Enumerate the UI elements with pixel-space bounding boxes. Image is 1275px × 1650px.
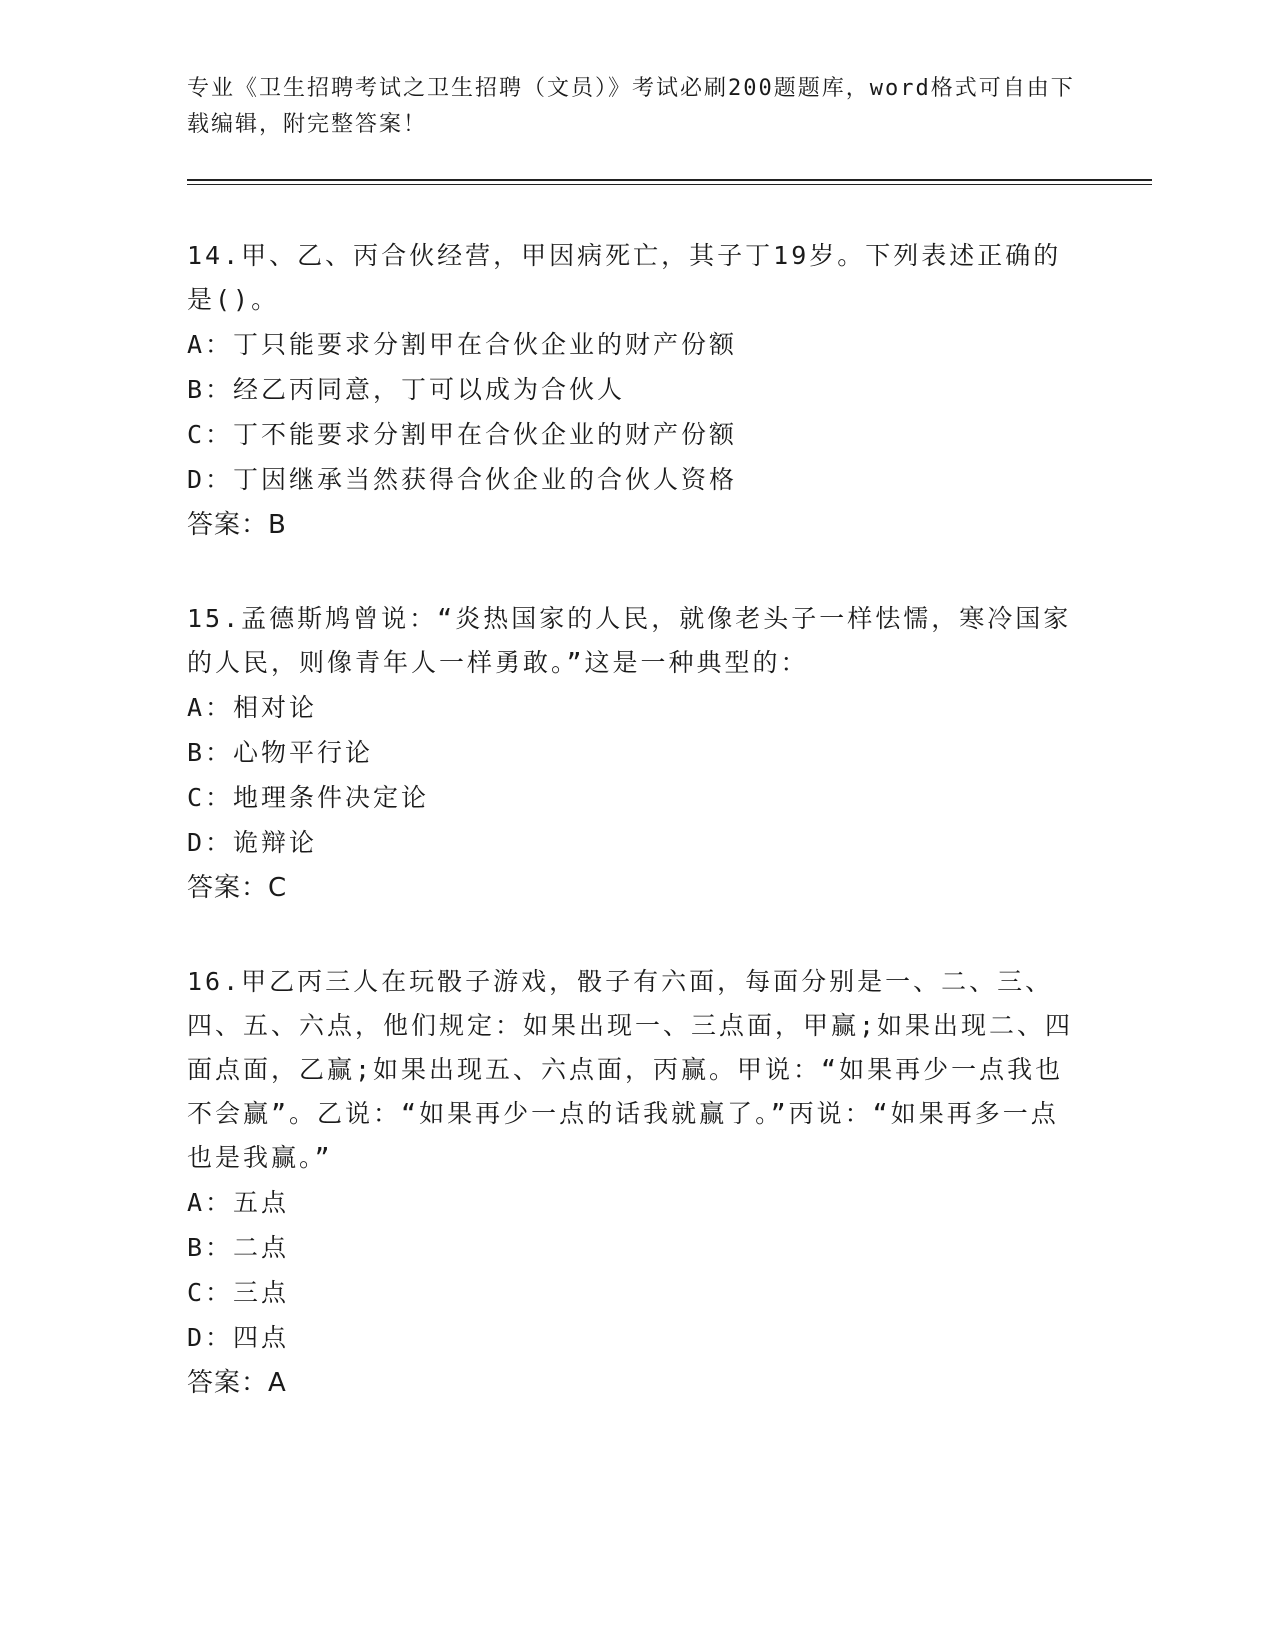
answer: 答案：B xyxy=(187,510,287,540)
question-stem: 16.甲乙丙三人在玩骰子游戏，骰子有六面，每面分别是一、二、三、四、五、六点，他们规定：如果出现一、三点面，甲赢;如果出现二、四面点面，乙赢;如果出现五、六点面，丙赢。甲说：“如果再少一点我也不会赢”。乙说：“如果再少一点的话我就赢了。”丙说：“如果再多一点也是我赢。” xyxy=(187,967,1074,1172)
option-c: C：地理条件决定论 xyxy=(187,783,430,812)
option-a: A：相对论 xyxy=(187,693,318,722)
header-divider-thin xyxy=(187,184,1152,185)
question-14 xyxy=(187,234,1077,548)
option-a: A：五点 xyxy=(187,1188,290,1217)
header-divider xyxy=(187,179,1152,181)
option-c: C：丁不能要求分割甲在合伙企业的财产份额 xyxy=(187,420,738,449)
option-d: D：四点 xyxy=(187,1323,290,1352)
question-stem: 15.孟德斯鸠曾说：“炎热国家的人民，就像老头子一样怯懦，寒冷国家的人民，则像青年人一样勇敢。”这是一种典型的： xyxy=(187,604,1072,677)
option-b: B：经乙丙同意，丁可以成为合伙人 xyxy=(187,375,626,404)
option-c: C：三点 xyxy=(187,1278,290,1307)
document-header: 专业《卫生招聘考试之卫生招聘（文员）》考试必刷200题题库，word格式可自由下载编辑，附完整答案！ xyxy=(187,76,1075,137)
option-b: B：二点 xyxy=(187,1233,290,1262)
question-15 xyxy=(187,597,1077,911)
option-a: A：丁只能要求分割甲在合伙企业的财产份额 xyxy=(187,330,738,359)
option-b: B：心物平行论 xyxy=(187,738,374,767)
answer: 答案：C xyxy=(187,873,288,903)
question-stem: 14.甲、乙、丙合伙经营，甲因病死亡，其子丁19岁。下列表述正确的是()。 xyxy=(187,241,1062,314)
answer: 答案：A xyxy=(187,1368,287,1398)
option-d: D：诡辩论 xyxy=(187,828,318,857)
option-d: D：丁因继承当然获得合伙企业的合伙人资格 xyxy=(187,465,738,494)
question-16 xyxy=(187,960,1077,1406)
